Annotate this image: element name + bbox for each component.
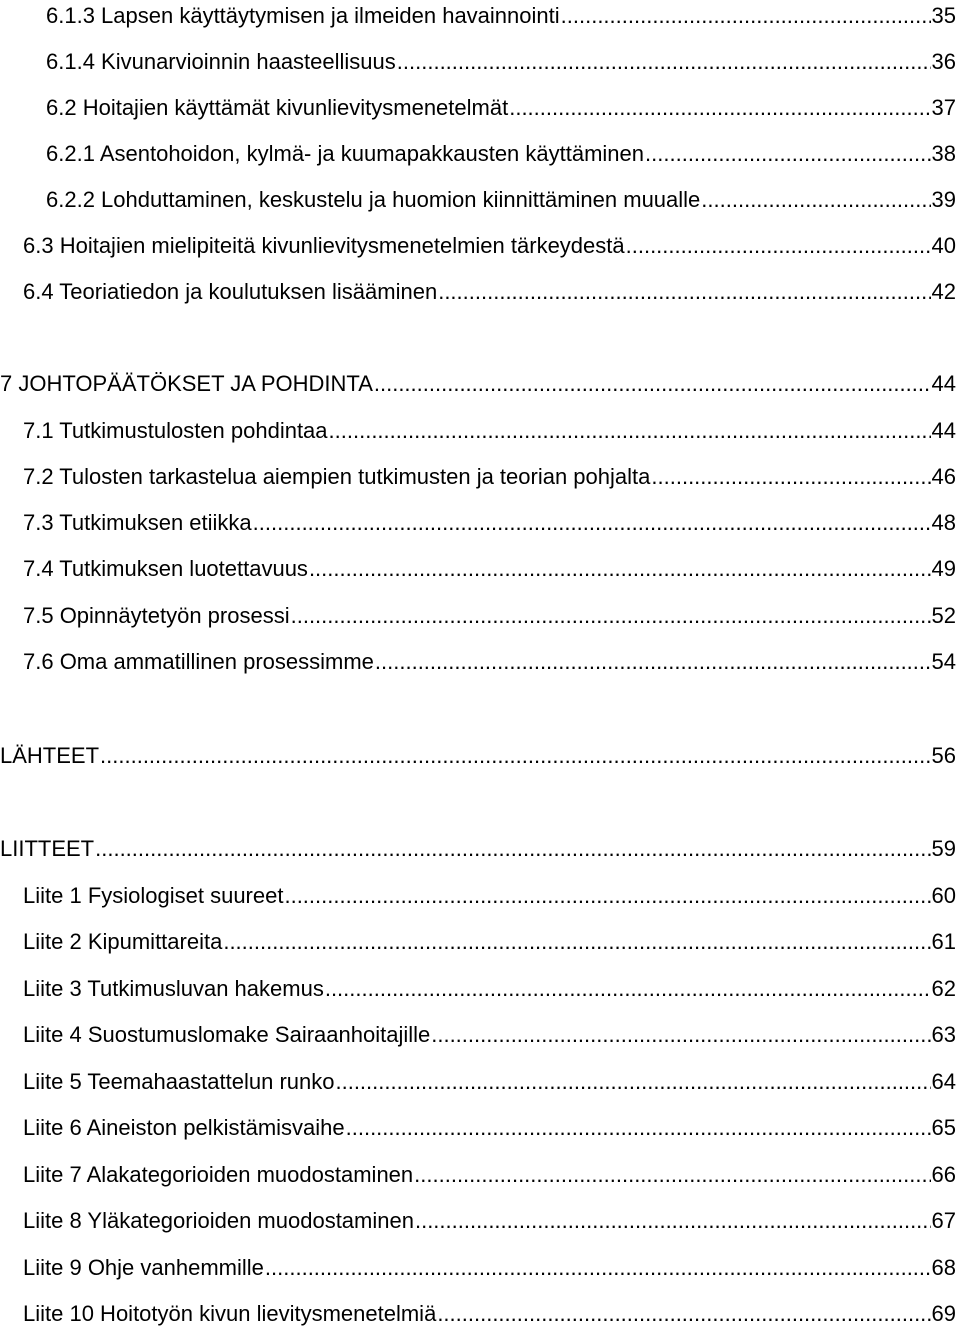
toc-dot-leader [414,1159,930,1191]
toc-entry-page-number: 46 [931,464,956,489]
toc-entry-page-number: 54 [931,649,956,674]
toc-entry-page-number: 44 [931,371,956,396]
toc-entry-7-5[interactable] [0,600,956,632]
toc-entry-page-number: 64 [931,1069,956,1094]
toc-entry-7-6[interactable] [0,646,956,678]
toc-entry-page-number: 66 [931,1162,956,1187]
toc-entry-liite-1[interactable] [0,880,956,912]
toc-dot-leader [346,1112,931,1144]
toc-entry-liite-2[interactable] [0,926,956,958]
toc-dot-leader [335,1066,930,1098]
toc-entry-liite-8[interactable] [0,1205,956,1237]
toc-entry-liitteet[interactable] [0,833,956,865]
toc-entry-title: Liite 1 Fysiologiset suureet [23,883,284,908]
toc-entry-title: 7.1 Tutkimustulosten pohdintaa [23,418,328,443]
toc-entry-liite-5[interactable] [0,1066,956,1098]
toc-entry-page-number: 56 [931,743,956,768]
toc-entry-page-number: 40 [931,233,956,258]
toc-dot-leader [626,230,931,262]
toc-entry-7-2[interactable] [0,461,956,493]
toc-entry-page-number: 63 [931,1022,956,1047]
toc-entry-liite-10[interactable] [0,1298,956,1330]
toc-dot-leader [438,276,930,308]
toc-entry-page-number: 65 [931,1115,956,1140]
toc-entry-page-number: 36 [931,49,956,74]
toc-entry-title: 7.3 Tutkimuksen etiikka [23,510,252,535]
toc-entry-title: Liite 2 Kipumittareita [23,929,223,954]
toc-entry-6-2-2[interactable] [0,184,956,216]
toc-entry-6-3[interactable] [0,230,956,262]
toc-dot-leader [397,46,931,78]
toc-entry-title: Liite 10 Hoitotyön kivun lievitysmenetelmiä [23,1301,437,1326]
toc-entry-page-number: 48 [931,510,956,535]
toc-dot-leader [100,740,930,772]
toc-dot-leader [437,1298,930,1330]
toc-entry-6-1-4[interactable] [0,46,956,78]
toc-dot-leader [309,553,931,585]
toc-entry-title: Liite 7 Alakategorioiden muodostaminen [23,1162,414,1187]
toc-entry-title: 7.6 Oma ammatillinen prosessimme [23,649,374,674]
toc-entry-liite-3[interactable] [0,973,956,1005]
toc-dot-leader [561,0,931,32]
toc-entry-page-number: 61 [931,929,956,954]
toc-entry-title: Liite 3 Tutkimusluvan hakemus [23,976,324,1001]
toc-entry-6-2[interactable] [0,92,956,124]
toc-entry-page-number: 35 [931,3,956,28]
toc-dot-leader [374,368,931,400]
toc-dot-leader [415,1205,931,1237]
toc-entry-page-number: 62 [931,976,956,1001]
toc-entry-title: 6.1.4 Kivunarvioinnin haasteellisuus [46,49,396,74]
toc-entry-liite-9[interactable] [0,1252,956,1284]
toc-dot-leader [651,461,930,493]
toc-dot-leader [284,880,930,912]
toc-entry-page-number: 68 [931,1255,956,1280]
toc-entry-page-number: 67 [931,1208,956,1233]
toc-dot-leader [375,646,931,678]
toc-entry-7-4[interactable] [0,553,956,585]
toc-dot-leader [645,138,930,170]
toc-entry-title: LIITTEET [0,836,95,861]
toc-entry-6-1-3[interactable] [0,0,956,32]
toc-dot-leader [701,184,930,216]
toc-entry-page-number: 69 [931,1301,956,1326]
toc-entry-liite-4[interactable] [0,1019,956,1051]
toc-entry-title: Liite 9 Ohje vanhemmille [23,1255,264,1280]
toc-entry-page-number: 37 [931,95,956,120]
toc-entry-page-number: 44 [931,418,956,443]
toc-entry-title: Liite 8 Yläkategorioiden muodostaminen [23,1208,414,1233]
toc-entry-title: Liite 4 Suostumuslomake Sairaanhoitajille [23,1022,431,1047]
toc-entry-7-3[interactable] [0,507,956,539]
toc-dot-leader [265,1252,931,1284]
toc-entry-6-2-1[interactable] [0,138,956,170]
toc-entry-title: 6.2.1 Asentohoidon, kylmä- ja kuumapakkausten käyttäminen [46,141,645,166]
toc-entry-title: 6.2.2 Lohduttaminen, keskustelu ja huomion kiinnittäminen muualle [46,187,701,212]
toc-entry-title: 6.3 Hoitajien mielipiteitä kivunlievitysmenetelmien tärkeydestä [23,233,625,258]
toc-entry-title: 6.4 Teoriatiedon ja koulutuksen lisääminen [23,279,438,304]
toc-dot-leader [253,507,931,539]
toc-entry-title: Liite 5 Teemahaastattelun runko [23,1069,335,1094]
toc-entry-page-number: 38 [931,141,956,166]
toc-entry-lahteet[interactable] [0,740,956,772]
toc-entry-title: 6.1.3 Lapsen käyttäytymisen ja ilmeiden havainnointi [46,3,560,28]
toc-dot-leader [329,415,931,447]
toc-entry-7-1[interactable] [0,415,956,447]
toc-entry-page-number: 42 [931,279,956,304]
toc-entry-title: 7.5 Opinnäytetyön prosessi [23,603,290,628]
toc-entry-page-number: 60 [931,883,956,908]
toc-dot-leader [431,1019,930,1051]
toc-dot-leader [95,833,930,865]
toc-dot-leader [509,92,930,124]
toc-dot-leader [291,600,931,632]
toc-entry-page-number: 52 [931,603,956,628]
toc-dot-leader [223,926,930,958]
toc-entry-page-number: 39 [931,187,956,212]
toc-entry-title: Liite 6 Aineiston pelkistämisvaihe [23,1115,345,1140]
toc-dot-leader [325,973,931,1005]
toc-entry-chapter-7[interactable] [0,368,956,400]
toc-entry-title: LÄHTEET [0,743,100,768]
toc-entry-title: 7.4 Tutkimuksen luotettavuus [23,556,308,581]
toc-entry-title: 6.2 Hoitajien käyttämät kivunlievitysmenetelmät [46,95,509,120]
toc-entry-liite-7[interactable] [0,1159,956,1191]
toc-entry-6-4[interactable] [0,276,956,308]
toc-entry-page-number: 59 [931,836,956,861]
toc-entry-page-number: 49 [931,556,956,581]
toc-entry-title: 7.2 Tulosten tarkastelua aiempien tutkimusten ja teorian pohjalta [23,464,651,489]
toc-entry-title: 7 JOHTOPÄÄTÖKSET JA POHDINTA [0,371,373,396]
toc-entry-liite-6[interactable] [0,1112,956,1144]
